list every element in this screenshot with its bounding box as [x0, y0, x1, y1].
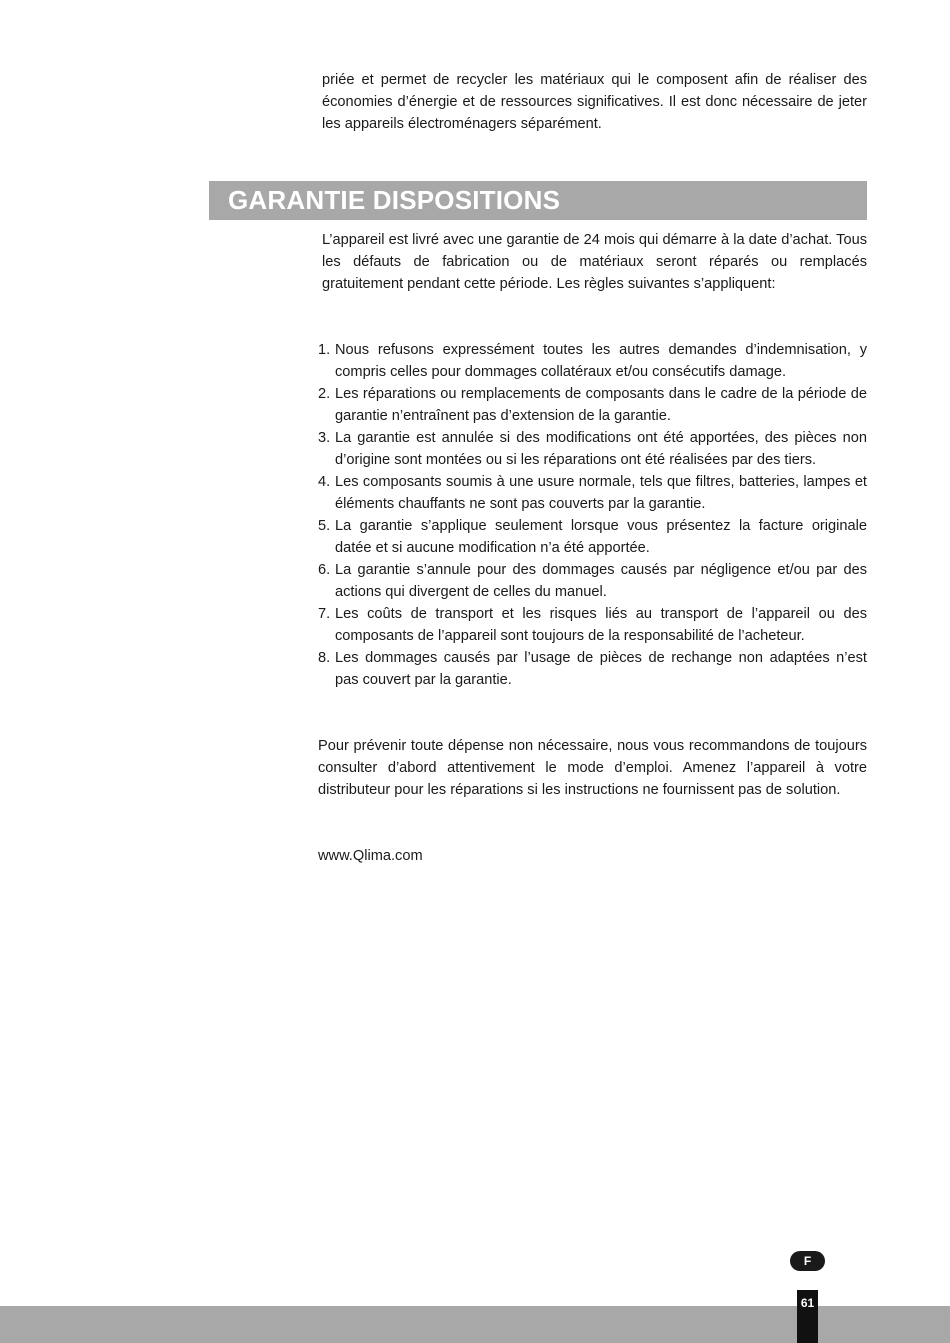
section-header-bar	[209, 181, 867, 220]
list-item: 5. La garantie s’applique seulement lorsque vous présentez la facture originale datée et si aucune modification n’a été apportée.	[318, 518, 867, 556]
list-item: 4. Les composants soumis à une usure normale, tels que filtres, batteries, lampes et éléments chauffants ne sont pas couverts par la garantie.	[318, 474, 867, 512]
intro-paragraph: priée et permet de recycler les matériaux qui le composent afin de réaliser des économies d’énergie et de ressources significatives. Il est donc nécessaire de jeter les appareils électroménagers séparément.	[322, 72, 867, 132]
list-item: 1. Nous refusons expressément toutes les autres demandes d’indemnisation, y compris celles pour dommages collatéraux et/ou consécutifs damage.	[318, 342, 867, 380]
section-title: GARANTIE DISPOSITIONS	[228, 185, 561, 215]
warranty-intro-paragraph: L’appareil est livré avec une garantie de 24 mois qui démarre à la date d’achat. Tous les défauts de fabrication ou de matériaux seront réparés ou remplacés gratuitement pendant cette période. Les règles suivantes s’appliquent:	[322, 232, 867, 292]
list-item: 2. Les réparations ou remplacements de composants dans le cadre de la période de garantie n’entraînent pas d’extension de la garantie.	[318, 386, 867, 424]
list-item: 7. Les coûts de transport et les risques liés au transport de l’appareil ou des composants de l’appareil sont toujours de la responsabilité de l’acheteur.	[318, 606, 867, 644]
language-badge: F	[790, 1251, 825, 1271]
page-number: 61	[800, 1296, 815, 1310]
list-item: 8. Les dommages causés par l’usage de pièces de rechange non adaptées n’est pas couvert par la garantie.	[318, 650, 867, 688]
website-link[interactable]: www.Qlima.com	[318, 848, 423, 864]
closing-paragraph: Pour prévenir toute dépense non nécessaire, nous vous recommandons de toujours consulter d’abord attentivement le mode d’emploi. Amenez l’appareil à votre distributeur pour les réparations si les instructions ne fournissent pas de solution.	[318, 738, 867, 798]
list-item: 3. La garantie est annulée si des modifications ont été apportées, des pièces non d’origine sont montées ou si les réparations ont été réalisées par des tiers.	[318, 430, 867, 468]
warranty-rules-list	[318, 339, 867, 691]
page-number-tab	[797, 1290, 818, 1343]
list-item: 6. La garantie s’annule pour des dommages causés par négligence et/ou par des actions qui divergent de celles du manuel.	[318, 562, 867, 600]
